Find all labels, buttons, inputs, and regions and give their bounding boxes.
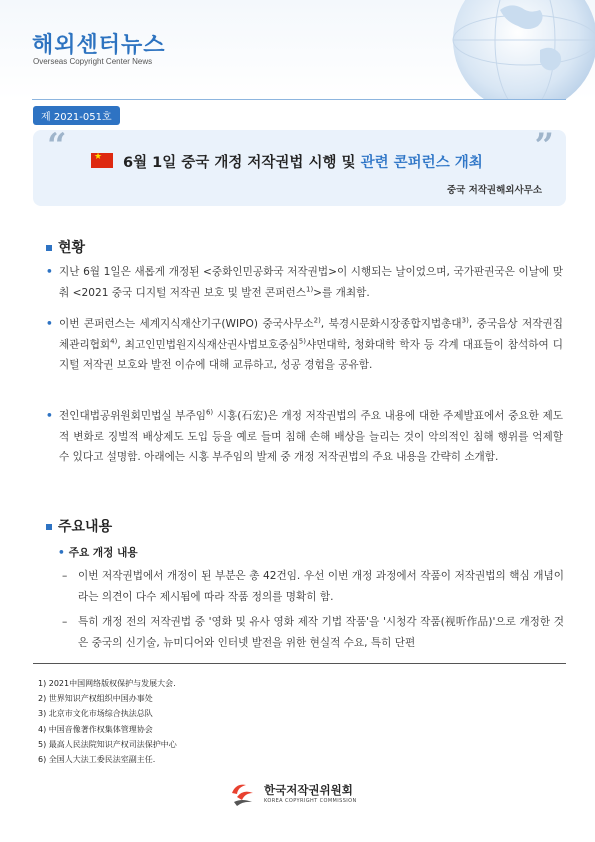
main-item-2-text: 특히 개정 전의 저작권법 중 '영화 및 유사 영화 제작 기법 작품'을 '시청각 작품(视听作品)'으로 개정한 것은 중국의 신기술, 뉴미디어와 인터넷 발전을 위한 현실적 수요, 특히 단편 (78, 616, 564, 649)
article-title (123, 151, 483, 172)
status-paragraph-3 (46, 406, 563, 468)
bullet-dot-icon: • (46, 410, 53, 422)
footnote-item: 3) 北京市文化市场综合执法总队 (38, 709, 153, 719)
article-title-box (33, 126, 566, 206)
status-p1-end: >를 개최함. (313, 286, 370, 299)
china-flag-icon: ★ (91, 153, 113, 168)
header-divider (32, 99, 566, 100)
section-bullet-icon (46, 245, 52, 251)
footnote-ref-3: 3) (461, 316, 469, 325)
footnote-ref-1: 1) (305, 285, 314, 294)
commission-emblem-icon (228, 779, 258, 809)
footnote-ref-5: 5) (298, 337, 306, 346)
main-item-1-text: 이번 저작권법에서 개정이 된 부분은 총 42건임. 우선 이번 개정 과정에서 작품이 저작권법의 핵심 개념이라는 의견이 다수 제시됨에 따라 작품 정의를 명확히 함. (78, 570, 564, 603)
status-p2-text-b: , 북경시문화시장종합지법총대 (320, 318, 462, 330)
footnote-ref-4: 4) (110, 337, 118, 346)
close-quote-icon: ” (534, 126, 554, 166)
dash-marker: – (62, 616, 68, 628)
status-p2-text-c: , 중국음상 저작권집체관리협회 (59, 318, 563, 351)
status-p3-text-b: 시홍(石宏)은 개정 저작권법의 주요 내용에 대한 주제발표에서 중요한 제도적 변화로 징벌적 배상제도 도입 등을 예로 들며 침해 손해 배상을 늘리는 것이 악의적인 침해 행위를 억제할 수 있다고 설명함. 아래에는 시홍 부주임의 발제 중 개정 저작권법의 주요 내용을 간략히 소개함. (59, 410, 563, 464)
header-banner (0, 0, 595, 100)
newsletter-subtitle: Overseas Copyright Center News (33, 57, 153, 66)
newsletter-title: 해외센터뉴스 (32, 33, 166, 58)
commission-logo (228, 779, 378, 811)
commission-name-kr: 한국저작권위원회 (264, 783, 353, 797)
subsection-label: 주요 개정 내용 (68, 547, 138, 559)
footnote-item: 2) 世界知识产权组织中国办事处 (38, 694, 153, 704)
open-quote-icon: “ (47, 126, 67, 166)
footnote-divider (33, 663, 566, 664)
status-paragraph-1 (46, 262, 563, 303)
article-title-accent: 관련 콘퍼런스 개최 (360, 155, 483, 171)
section-status-heading (46, 237, 85, 257)
bullet-dot-icon: • (46, 318, 53, 330)
status-p1-text: 지난 6월 1일은 새롭게 개정된 <중화인민공화국 저작권법>이 시행되는 날이었으며, 국가판권국은 이날에 맞춰 <2021 중국 디지털 저작권 보호 및 발전 콘퍼런스 (59, 266, 563, 299)
globe-graphic (430, 0, 595, 100)
footnotes-list (38, 676, 177, 767)
section-main-label: 주요내용 (58, 519, 113, 535)
footnote-item: 6) 全国人大法工委民法室副主任. (38, 755, 156, 765)
section-main-heading (46, 516, 112, 536)
subsection-heading (58, 545, 138, 560)
article-title-main: 6월 1일 중국 개정 저작권법 시행 및 (123, 155, 361, 171)
article-source-office: 중국 저작권해외사무소 (446, 185, 542, 196)
status-p3-text-a: 전인대법공위원회민법실 부주임 (59, 410, 206, 422)
status-p2-text-d: , 최고인민법원지식재산권사법보호중심 (117, 338, 299, 351)
status-p2-text-e: 샤먼대학, 청화대학 학자 등 각계 대표들이 참석하여 디지털 저작권 보호와 발전 이슈에 대해 교류하고, 성공 경험을 공유함. (59, 338, 563, 372)
commission-name-en: KOREA COPYRIGHT COMMISSION (264, 798, 357, 804)
footnote-ref-6: 6) (205, 408, 214, 417)
footnote-item: 5) 最高人民法院知识产权司法保护中心 (38, 739, 177, 749)
footnote-item: 4) 中国音像著作权集体管理协会 (38, 724, 153, 734)
footnote-item: 1) 2021中国网络版权保护与发展大会. (38, 679, 176, 688)
dash-marker: – (62, 570, 68, 582)
section-status-label: 현황 (58, 240, 86, 256)
main-item-2 (62, 612, 564, 653)
main-item-1 (62, 566, 564, 607)
issue-number-badge: 제 2021-051호 (33, 106, 120, 125)
section-bullet-icon (46, 524, 52, 530)
bullet-dot-icon: • (58, 547, 65, 559)
bullet-dot-icon: • (46, 266, 53, 278)
status-p2-text-a: 이번 콘퍼런스는 세계지식재산기구(WIPO) 중국사무소 (59, 318, 314, 330)
footnote-ref-2: 2) (313, 316, 321, 325)
status-paragraph-2 (46, 314, 563, 376)
